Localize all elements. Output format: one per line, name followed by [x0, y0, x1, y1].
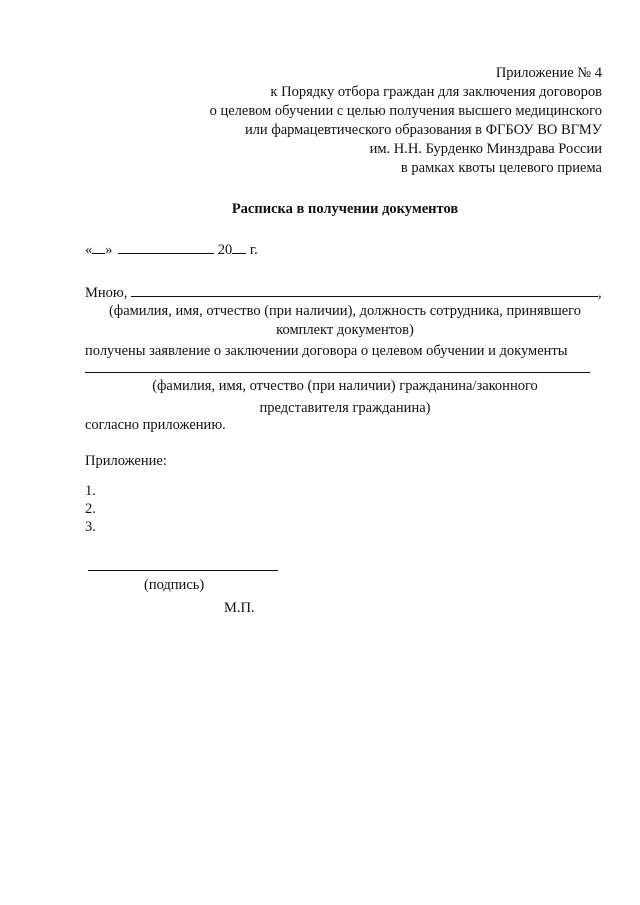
- document-title: Расписка в получении документов: [231, 201, 459, 217]
- appendix-list: [85, 482, 96, 536]
- stamp-label: М.П.: [224, 600, 255, 616]
- according-text: согласно приложению.: [85, 417, 226, 433]
- appendix-header: [210, 64, 602, 178]
- header-line-appendix-number: Приложение № 4: [495, 65, 602, 81]
- signature-label: (подпись): [144, 577, 205, 593]
- year-blank: [232, 240, 246, 254]
- appendix-label: Приложение:: [85, 453, 167, 469]
- month-blank: [118, 240, 214, 254]
- signature-blank: [88, 570, 278, 571]
- header-line-3: или фармацевтического образования в ФГБОУ ВО ВГМУ: [244, 122, 602, 138]
- list-item: 2.: [85, 501, 96, 517]
- citizen-name-blank: [85, 372, 590, 373]
- received-statement: получены заявление о заключении договора о целевом обучении и документы: [85, 343, 568, 359]
- header-line-5: в рамках квоты целевого приема: [400, 160, 602, 176]
- year-suffix: г.: [249, 242, 258, 258]
- employee-name-blank: [131, 283, 598, 297]
- received-by-comma: ,: [598, 285, 602, 301]
- header-line-1: к Порядку отбора граждан для заключения договоров: [270, 84, 602, 100]
- employee-hint: (фамилия, имя, отчество (при наличии), должность сотрудника, принявшего комплект документов): [108, 303, 582, 338]
- year-prefix: 20: [217, 242, 233, 258]
- received-by-label: Мною,: [85, 285, 128, 301]
- date-open-quote: «: [85, 242, 93, 258]
- date-close-quote: »: [105, 242, 113, 258]
- header-line-4: им. Н.Н. Бурденко Минздрава России: [369, 141, 602, 157]
- citizen-hint: [85, 375, 605, 419]
- received-by-line: [85, 283, 605, 302]
- date-line: [85, 240, 258, 259]
- list-item: 3.: [85, 519, 96, 535]
- citizen-hint-line-2: представителя гражданина): [259, 400, 431, 416]
- list-item: 1.: [85, 483, 96, 499]
- header-line-2: о целевом обучении с целью получения высшего медицинского: [209, 103, 602, 119]
- day-blank: [92, 240, 105, 254]
- citizen-hint-line-1: (фамилия, имя, отчество (при наличии) гражданина/законного: [152, 378, 538, 394]
